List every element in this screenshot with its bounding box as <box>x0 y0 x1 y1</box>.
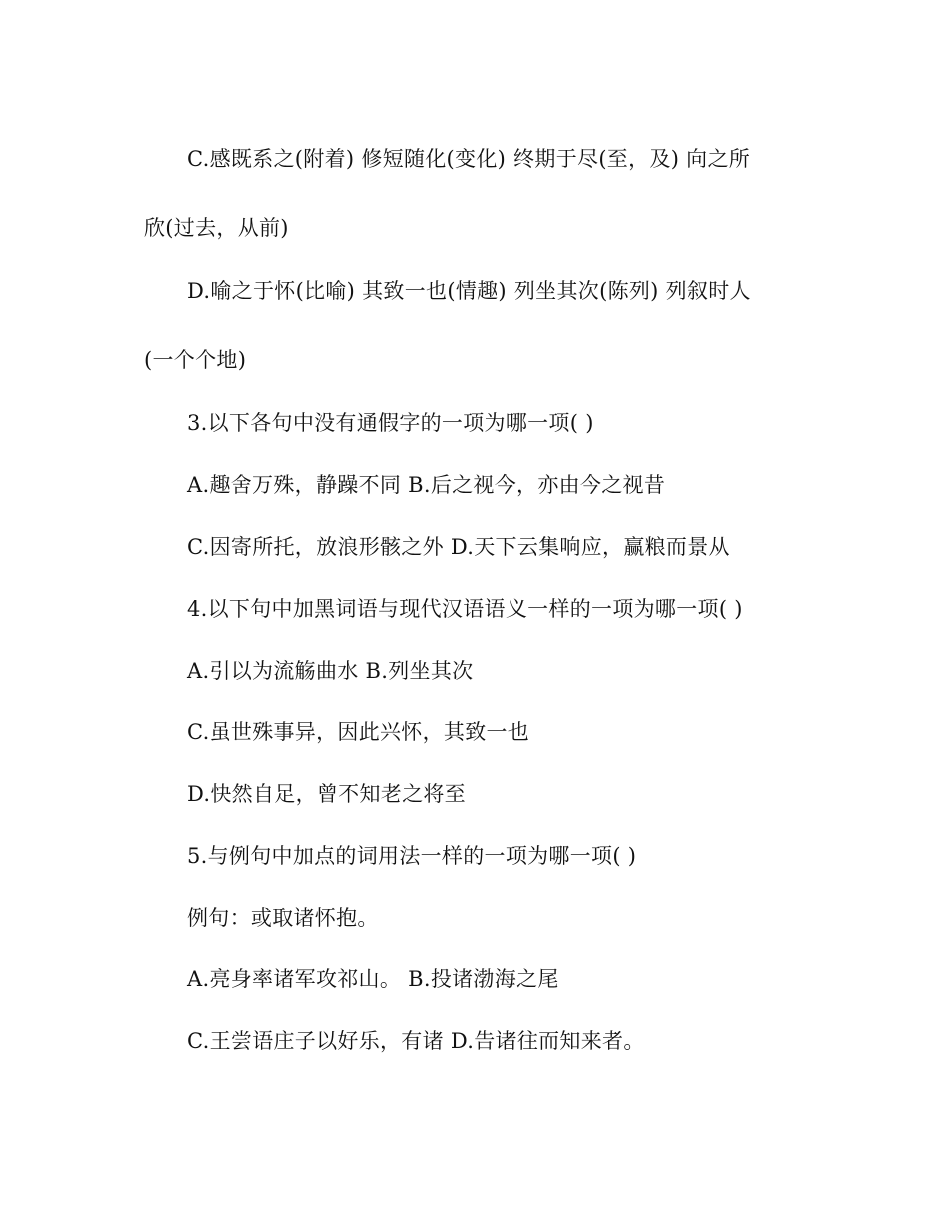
option-d-line-1: D.喻之于怀(比喻) 其致一也(情趣) 列坐其次(陈列) 列叙时人 <box>187 279 751 303</box>
option-c-line-1: C.感既系之(附着) 修短随化(变化) 终期于尽(至，及) 向之所 <box>187 147 751 171</box>
option-d-line-2: (一个个地) <box>144 348 247 372</box>
question-4-option-c: C.虽世殊事异，因此兴怀，其致一也 <box>187 720 530 744</box>
question-4: 4.以下句中加黑词语与现代汉语语义一样的一项为哪一项( ) <box>187 597 743 621</box>
question-3-options-ab: A.趣舍万殊，静躁不同 B.后之视今，亦由今之视昔 <box>187 473 666 497</box>
question-3-options-cd: C.因寄所托，放浪形骸之外 D.天下云集响应，赢粮而景从 <box>187 535 730 559</box>
option-c-line-2: 欣(过去，从前) <box>144 216 289 240</box>
question-5-options-ab: A.亮身率诸军攻祁山。 B.投诸渤海之尾 <box>187 967 559 991</box>
question-4-options-ab: A.引以为流觞曲水 B.列坐其次 <box>187 659 474 683</box>
question-5-example: 例句：或取诸怀抱。 <box>187 906 379 930</box>
question-5: 5.与例句中加点的词用法一样的一项为哪一项( ) <box>187 844 637 868</box>
question-3: 3.以下各句中没有通假字的一项为哪一项( ) <box>187 411 594 435</box>
question-4-option-d: D.快然自足，曾不知老之将至 <box>187 782 466 806</box>
question-5-options-cd: C.王尝语庄子以好乐，有诸 D.告诸往而知来者。 <box>187 1029 645 1053</box>
